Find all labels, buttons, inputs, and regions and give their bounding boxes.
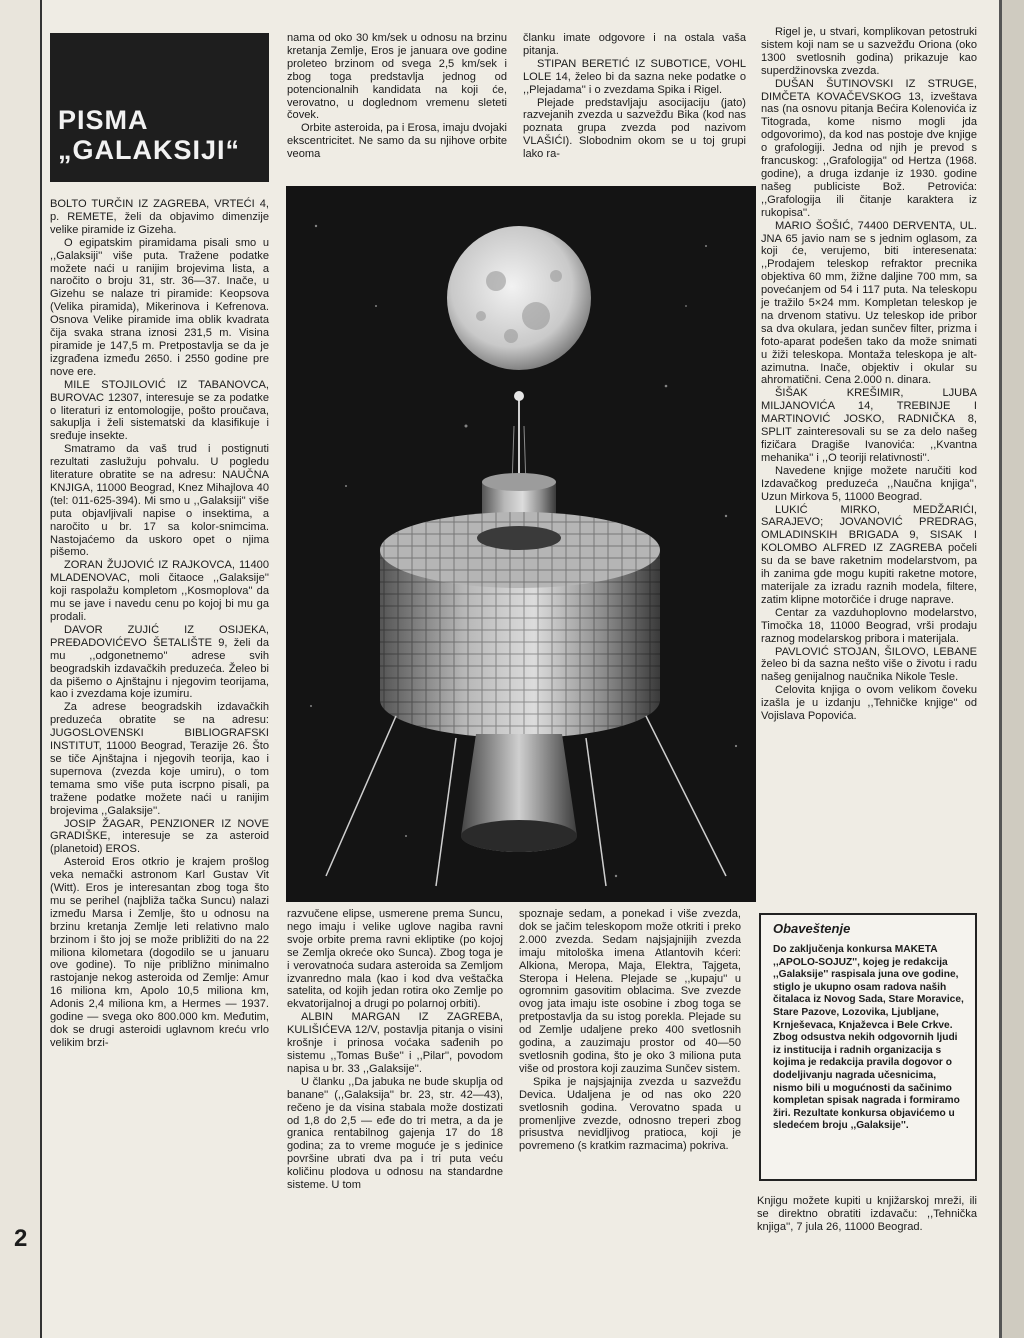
- page-number: 2: [14, 1225, 28, 1252]
- paragraph: Smatramo da vaš trud i postignuti rezultati zaslužuju pohvalu. U pogledu literature obratite se na adresu: NAUČNA KNJIGA, 11000 Beograd, Knez Mihajlova 40 (tel: 011-625-394). Mi smo u ,,Galaksiji'' više puta objavljivali napise o insektima, a naročito u br. 17 sa kolor-snimcima. Nastojaćemo da uskoro opet o njima pišemo.: [50, 443, 269, 559]
- paragraph: MARIO ŠOŠIĆ, 74400 DERVENTA, UL. JNA 65 javio nam se s jednim oglasom, za koji će, verujemo, biti interesenata: ,,Prodajem teleskop refraktor precnika objektiva 60 mm, žižne daljine 700 mm, sa povećanjem od 54 i 117 puta. Na teleskopu je tražilo 5×24 mm. Kompletan teleskop je na drvenom stativu. Uz teleskop ide pribor sa dva okulara, jedan sunčev filter, prizma i foto-aparat podešen tako da može snimati u žiži teleskopa. Montaža teleskopa je alt-azimutna. Inače, objektiv i okular su ahromatični. Cena 2.000 n. dinara.: [761, 219, 977, 387]
- column-2-top: [287, 32, 507, 161]
- paragraph: PAVLOVIĆ STOJAN, ŠILOVO, LEBANE želeo bi da sazna nešto više o životu i radu našeg genijalnog naučnika Nikole Tesle.: [761, 645, 977, 684]
- paragraph: članku imate odgovore i na ostala vaša pitanja.: [523, 32, 746, 57]
- paragraph: ZORAN ŽUJOVIĆ IZ RAJKOVCA, 11400 MLADENOVAC, moli čitaoce ,,Galaksije'' koji raspolažu kompletom ,,Kosmoplova'' da mu se jave i navedu cenu po kojoj bi mu ga prodali.: [50, 559, 269, 623]
- title-line-1: PISMA: [58, 105, 149, 135]
- column-1: [50, 198, 269, 1050]
- paragraph: Navedene knjige možete naručiti kod Izdavačkog preduzeća ,,Naučna knjiga'', Uzun Mirkova 5, 11000 Beograd.: [761, 464, 977, 503]
- paragraph: JOSIP ŽAGAR, PENZIONER IZ NOVE GRADIŠKE, interesuje se za asteroid (planetoid) EROS.: [50, 817, 269, 856]
- column-4: [761, 26, 977, 723]
- paragraph: Asteroid Eros otkrio je krajem prošlog veka nemački astronom Karl Gustav Vit (Witt). Eros je interesantan zbog toga što mu se perihel (najbliža tačka Suncu) nalazi između Marsa i Zemlje, što u odnosu na brzinu kretanja Zemlje leti relativno malo brzinom i što joj se može približiti do na 22 miliona kilometara (dogodilo se u januaru ove godine). To nije približno minimalno rastojanje nekog asteroida od Zemlje: Amur 16 miliona km, Apolo 10,5 miliona km, Adonis 2,4 miliona km, a Hermes — 1937. godine — svega oko 800.000 km. Međutim, dok se drugi asteroidi uglavnom kreću vrlo velikim brzi-: [50, 856, 269, 1049]
- satellite-artwork: [286, 186, 756, 902]
- paragraph: STIPAN BERETIĆ IZ SUBOTICE, VOHL LOLE 14, želeo bi da sazna neke podatke o ,,Plejadama'' i o zvezdama Spika i Rigel.: [523, 57, 746, 96]
- page-margin-left: [0, 0, 42, 1338]
- column-4-bottom: [757, 1195, 977, 1234]
- column-2-bottom: [287, 908, 503, 1192]
- paragraph: ALBIN MARGAN IZ ZAGREBA, KULIŠIĆEVA 12/V, postavlja pitanja o visini krošnje i prinosa voćaka sađenih po sistemu ,,Tomas Buše'' i ,,Pilar'', povodom napisa u br. 33 ,,Galaksije''.: [287, 1011, 503, 1075]
- paragraph: Plejade predstavljaju asocijaciju (jato) razvejanih zvezda u sazvežđu Bika (kod nas poznata grupa zvezda pod nazivom VLAŠIĆI). Slobodnim okom se u toj grupi lako ra-: [523, 96, 746, 161]
- paragraph: Za adrese beogradskih izdavačkih preduzeća obratite se na adresu: JUGOSLOVENSKI BIBLIOGRAFSKI INSTITUT, 11000 Beograd, Terazije 26. Što se tiče Ajnštajna i njegovih teorija, kao i supernova (zvezda koje umiru), o tom temama smo više puta iscrpno pisali, pa tražene podatke možete naći u ranijim brojevima ,,Galaksije''.: [50, 701, 269, 817]
- paragraph: LUKIĆ MIRKO, MEDŽARIĆI, SARAJEVO; JOVANOVIĆ PREDRAG, OMLADINSKIH BRIGADA 9, SISAK I KOLOMBO ALFRED IZ ZAGREBA počeli su da se bave raketnim modelarstvom, pa ih zanima gde mogu kupiti raketne motore, materijale za izradu raznih modela, filtere, zatim klipne motorčiće i druge naprave.: [761, 503, 977, 606]
- notice-box: [759, 913, 977, 1181]
- paragraph: ŠIŠAK KREŠIMIR, LJUBA MILJANOVIĆA 14, TREBINJE I MARTINOVIĆ JOSKO, RADNIČKA 8, SPLIT zainteresovali su se za delo našeg fizičara Dragiše Ivanovića: ,,Kvantna mehanika'' i ,,O teoriji relativnosti''.: [761, 387, 977, 464]
- paragraph: O egipatskim piramidama pisali smo u ,,Galaksiji'' više puta. Tražene podatke možete naći u ranijim brojevima lista, a naročito o broju 31, str. 36—37. Inače, u Gizehu se nalaze tri piramide: Keopsova (Velika piramida), Mikerinova i Kefrenova. Osnova Velike piramide ima oblik kvadrata čija svaka strana iznosi 231,5 m. Visina piramide je 147,5 m. Pretpostavlja se da je izgrađena između 2650. i 2550 godine pre nove ere.: [50, 236, 269, 378]
- paragraph: DAVOR ZUJIĆ IZ OSIJEKA, PREĐADOVIĆEVO ŠETALIŠTE 9, želi da mu ,,odgonetnemo'' adrese svih beogradskih izdavačkih preduzeća. Želeo bi da pišemo o Ajnštajnu i njegovim teorijama, kao i zvezdama koje izumiru.: [50, 623, 269, 701]
- paragraph: MILE STOJILOVIĆ IZ TABANOVCA, BUROVAC 12307, interesuje se za podatke o literaturi iz entomologije, pošto proučava, sakuplja i želi sistematski da klasifikuje i sređuje insekte.: [50, 378, 269, 443]
- paragraph: razvučene elipse, usmerene prema Suncu, nego imaju i velike uglove nagiba ravni svoje orbite prema ravni ekliptike (po kojoj se Zemlja okreće oko Sunca). Zbog toga je i verovatnoća sudara asteroida sa Zemljom izvanredno mala (kao i kod dva veštačka satelita, od kojih jedan rotira oko Zemlje po ekvatorijalnoj a drugi po polarnoj orbiti).: [287, 908, 503, 1011]
- paragraph: Spika je najsjajnija zvezda u sazvežđu Devica. Udaljena je od nas oko 220 svetlosnih godina. Verovatno spada u promenljive zvezde, odnosno treperi zbog prisustva nevidljivog pratioca, koji je povremeno (s kratkim razmacima) pokriva.: [519, 1075, 741, 1153]
- paragraph: spoznaje sedam, a ponekad i više zvezda, dok se jačim teleskopom može otkriti i preko 2.000 zvezda. Sedam najsjajnijih zvezda imaju mitološka imena Atlantovih kćeri: Alkiona, Meropa, Maja, Elektra, Tajgeta, Steropa i Helena. Plejade se ,,kupaju'' u ogromnim gasovitim oblacima. Sve zvezde ovog jata imaju iste osobine i zbog toga se pretpostavlja da su istog porekla. Plejade su od Zemlje udaljene preko 400 svetlosnih godina, a zauzimaju prostor od 40—50 svetlosnih godina, što je oko 3 miliona puta više od prostora koji zauzima Sunčev sistem.: [519, 908, 741, 1075]
- paragraph: Celovita knjiga o ovom velikom čoveku izašla je u izdanju ,,Tehničke knjige'' od Vojislava Popovića.: [761, 684, 977, 723]
- page-margin-right: [999, 0, 1024, 1338]
- paragraph: DUŠAN ŠUTINOVSKI IZ STRUGE, DIMČETA KOVAČEVSKOG 13, izveštava nas (na osnovu pitanja Bećira Kolenovića iz Titograda, kome nismo mogli jda odgovorimo), da kod nas postoje dve knjige o grafologiji. Jedna od njih je prevod s francuskog: ,,Grafologija'' od Hertza (1968. godine), a druga izdanje iz 1930. godine našeg publiciste Bož. Petrovića: ,,Grafologija ili čitanje karaktera iz rukopisa''.: [761, 77, 977, 219]
- column-3-bottom: [519, 908, 741, 1153]
- paragraph: Orbite asteroida, pa i Erosa, imaju dvojaki ekscentricitet. Ne samo da su njihove orbite veoma: [287, 122, 507, 161]
- notice-body: Do zaključenja konkursa MAKETA ,,APOLO-SOJUZ'', kojeg je redakcija ,,Galaksije'' raspisala juna ove godine, stiglo je ukupno osam radova naših čitalaca iz Novog Sada, Stare Moravice, Stare Pazove, Lozovika, Ljubljane, Krnješevaca, Knjaževca i Bele Crkve. Zbog odsustva nekih odgovornih ljudi iz institucija i radnih organizacija s kojima je redakcija pravila dogovor o dodeljivanju nagrada učesnicima, nismo bili u mogućnosti da sačinimo kompletan spisak nagrada i formiramo žiri. Rezultate konkursa objavićemo u sledećem broju ,,Galaksije''.: [773, 944, 964, 1132]
- paragraph: nama od oko 30 km/sek u odnosu na brzinu kretanja Zemlje, Eros je januara ove godine proleteo brzinom od svega 2,5 km/sek i zbog toga predstavlja jednog od potencionalnih kandidata na koji će, verovatno, u doglednom vremenu sleteti čovek.: [287, 32, 507, 122]
- paragraph: Rigel je, u stvari, komplikovan petostruki sistem koji nam se u sazvežđu Oriona (oko 1300 svetlosnih godina) prikazuje kao superdžinovska zvezda.: [761, 26, 977, 77]
- notice-title: Obaveštenje: [773, 921, 851, 936]
- title-line-2: „GALAKSIJI“: [58, 135, 241, 165]
- paragraph: BOLTO TURČIN IZ ZAGREBA, VRTEĆI 4, p. REMETE, želi da objavimo dimenzije velike piramide iz Gizeha.: [50, 198, 269, 236]
- paragraph: Knjigu možete kupiti u knjižarskoj mreži, ili se direktno obratiti izdavaču: ,,Tehnička knjiga'', 7 jula 26, 11000 Beograd.: [757, 1195, 977, 1233]
- column-3-top: [523, 32, 746, 161]
- paragraph: Centar za vazduhoplovno modelarstvo, Timočka 18, 11000 Beograd, vrši prodaju raznog modelarskog pribora i materijala.: [761, 606, 977, 645]
- satellite-illustration: [286, 186, 756, 902]
- paragraph: U članku ,,Da jabuka ne bude skuplja od banane'' (,,Galaksija'' br. 23, str. 42—43), rečeno je da visina stabala može dostizati od 1,8 do 2,5 — eđe do tri metra, a da je granica rentabilnog gajenja 17 do 18 godina; za to vreme moguće je s jedinice površine ubrati dva pa i tri puta veću količinu plodova u odnosu na standardne sisteme. U tom: [287, 1075, 503, 1192]
- section-title-block: [50, 33, 269, 182]
